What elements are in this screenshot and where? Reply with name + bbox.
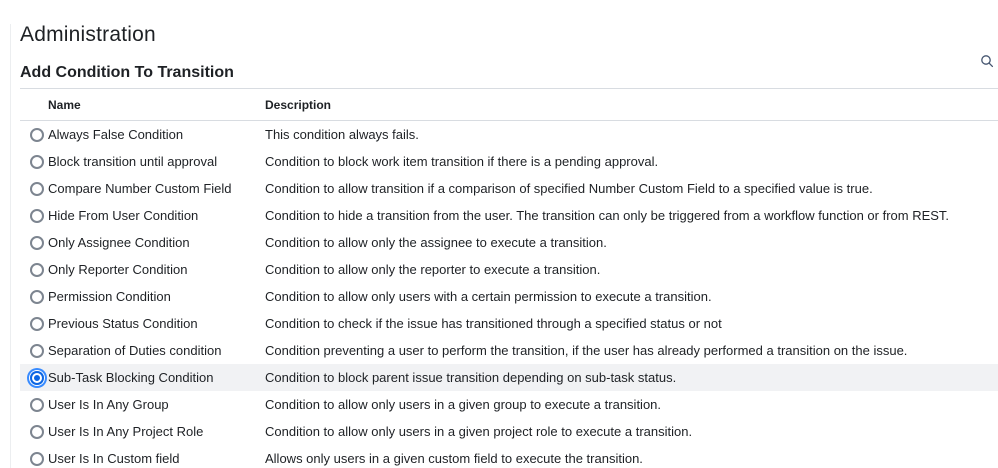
radio-button[interactable]: [30, 155, 44, 169]
main-content: [20, 24, 998, 468]
conditions-table: [20, 89, 998, 468]
table-row[interactable]: [20, 391, 998, 418]
radio-button[interactable]: [30, 128, 44, 142]
radio-button[interactable]: [30, 425, 44, 439]
condition-name: Compare Number Custom Field: [48, 181, 232, 196]
condition-description: Condition to allow only users in a given group to execute a transition.: [265, 397, 662, 412]
table-row[interactable]: [20, 175, 998, 202]
table-row[interactable]: [20, 148, 998, 175]
panel-left-divider: [10, 24, 11, 468]
condition-name: Only Reporter Condition: [48, 262, 188, 277]
radio-button[interactable]: [30, 452, 44, 466]
condition-name: Block transition until approval: [48, 154, 218, 169]
radio-button[interactable]: [30, 263, 44, 277]
column-header-name: Name: [48, 97, 81, 112]
column-header-description: Description: [265, 97, 332, 112]
table-row[interactable]: [20, 364, 998, 391]
radio-button[interactable]: [30, 209, 44, 223]
condition-name: User Is In Custom field: [48, 451, 180, 466]
condition-name: Permission Condition: [48, 289, 171, 304]
table-row[interactable]: [20, 445, 998, 468]
condition-description: Condition to block work item transition if there is a pending approval.: [265, 154, 659, 169]
condition-description: Condition to allow only the reporter to execute a transition.: [265, 262, 601, 277]
condition-description: Condition to allow transition if a comparison of specified Number Custom Field to a specified value is true.: [265, 181, 873, 196]
condition-name: User Is In Any Group: [48, 397, 169, 412]
condition-name: Previous Status Condition: [48, 316, 198, 331]
radio-button[interactable]: [30, 236, 44, 250]
table-row[interactable]: [20, 202, 998, 229]
radio-button[interactable]: [30, 398, 44, 412]
table-row[interactable]: [20, 283, 998, 310]
condition-description: This condition always fails.: [265, 127, 419, 142]
radio-button[interactable]: [30, 290, 44, 304]
condition-name: Only Assignee Condition: [48, 235, 190, 250]
condition-name: Sub-Task Blocking Condition: [48, 370, 214, 385]
condition-description: Condition to block parent issue transition depending on sub-task status.: [265, 370, 677, 385]
table-body: [20, 121, 998, 468]
condition-name: Hide From User Condition: [48, 208, 199, 223]
condition-description: Allows only users in a given custom field to execute the transition.: [265, 451, 643, 466]
table-row[interactable]: [20, 121, 998, 148]
condition-description: Condition to check if the issue has transitioned through a specified status or not: [265, 316, 722, 331]
condition-description: Condition to hide a transition from the user. The transition can only be triggered from a workflow function or from REST.: [265, 208, 950, 223]
section-title: Add Condition To Transition: [20, 65, 998, 89]
radio-button[interactable]: [30, 371, 44, 385]
radio-button[interactable]: [30, 317, 44, 331]
page-title: Administration: [20, 23, 156, 46]
condition-name: Always False Condition: [48, 127, 184, 142]
condition-name: User Is In Any Project Role: [48, 424, 204, 439]
condition-description: Condition to allow only users with a certain permission to execute a transition.: [265, 289, 712, 304]
radio-button[interactable]: [30, 182, 44, 196]
table-header-row: [20, 89, 998, 121]
condition-description: Condition to allow only the assignee to execute a transition.: [265, 235, 607, 250]
table-row[interactable]: [20, 337, 998, 364]
table-row[interactable]: [20, 310, 998, 337]
condition-description: Condition preventing a user to perform the transition, if the user has already performed a transition on the issue.: [265, 343, 908, 358]
condition-name: Separation of Duties condition: [48, 343, 222, 358]
table-row[interactable]: [20, 256, 998, 283]
radio-button[interactable]: [30, 344, 44, 358]
table-row[interactable]: [20, 418, 998, 445]
table-row[interactable]: [20, 229, 998, 256]
condition-description: Condition to allow only users in a given project role to execute a transition.: [265, 424, 693, 439]
